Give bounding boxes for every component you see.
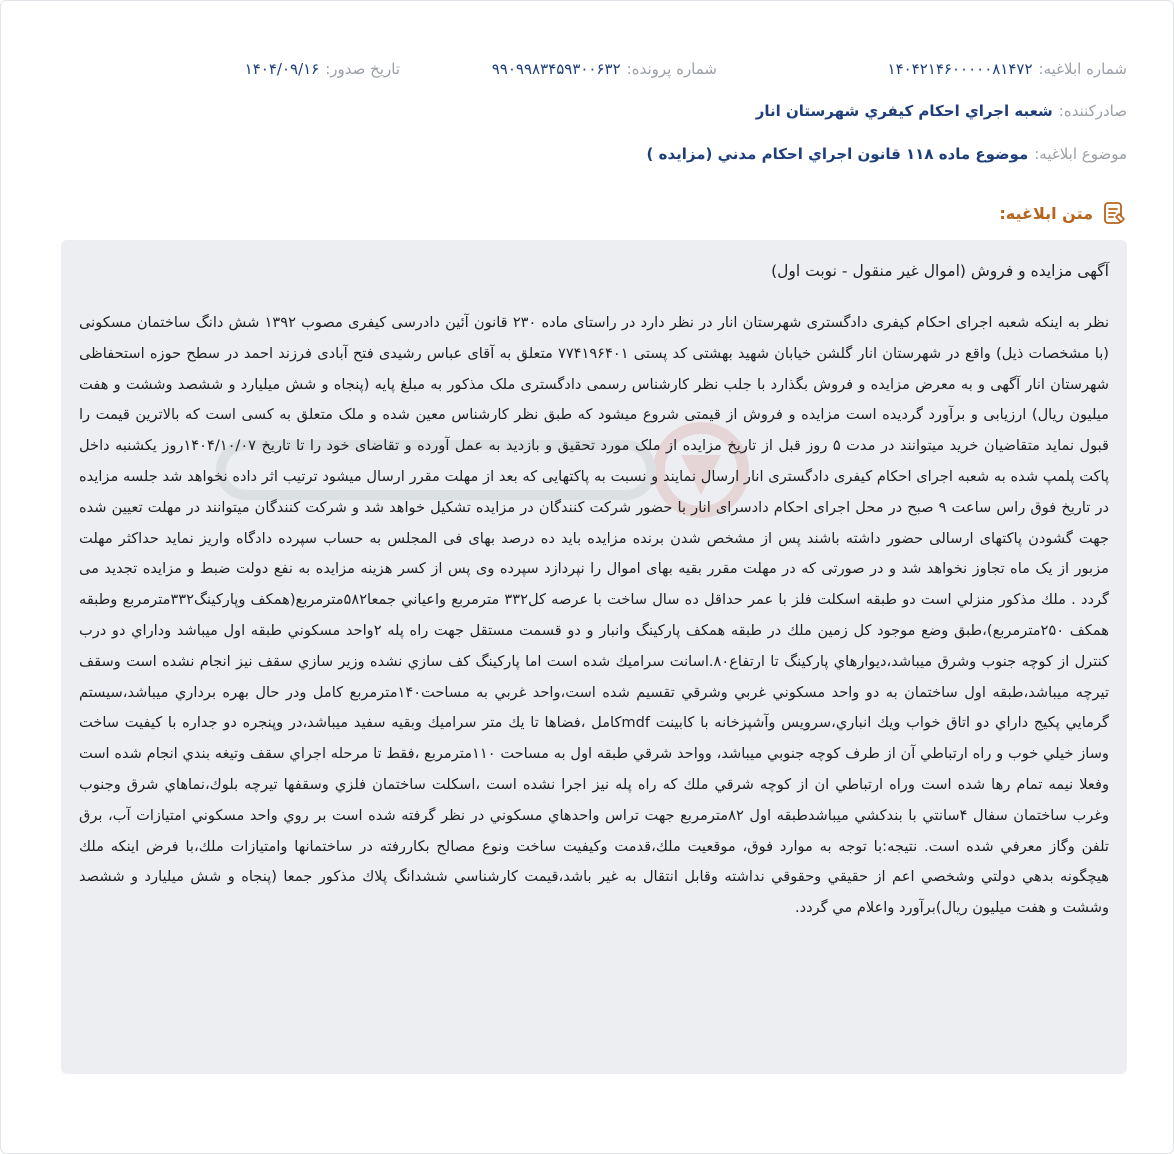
notice-text-title: متن ابلاغیه: — [999, 203, 1093, 223]
notice-content-box — [61, 240, 1127, 1074]
issuer-row — [47, 97, 1127, 125]
subject-label: موضوع ابلاغیه: — [1034, 145, 1127, 163]
notice-body: نظر به اینکه شعبه اجرای احکام کیفری دادگستری شهرستان انار در نظر دارد در راستای ماده ۲۳۰ قانون آئین دادرسی کیفری مصوب ۱۳۹۲ شش دانگ ساختمان مسکونی (با مشخصات ذیل) واقع در شهرستان انار گلشن خیابان شهید بهشتی کد پستی ۷۷۴۱۹۶۴۰۱ متعلق به آقای عباس رشیدی فتح آبادی فرزند احمد در سطح حوزه استحفاظی شهرستان انار آگهی و به معرض مزایده و فروش بگذارد با جلب نظر کارشناس رسمی دادگستری ملک مذکور به مبلغ پایه (پنجاه و شش میلیارد و ششصد وششت و هفت میلیون ریال) ارزیابی و برآورد گردیده است مزایده و فروش از قیمتی شروع میشود که طبق نظر کارشناس معین شده و ملک متعلق به کسی است که بالاترین قیمت را قبول نماید متقاضیان خرید میتوانند در مدت ۵ روز قبل از تاریخ مزایده از ملک مورد تحقیق و بازدید به عمل آورده و تقاضای خود را تا تاریخ ۱۴۰۴/۱۰/۰۷روز یکشنبه داخل پاکت پلمپ شده به شعبه اجرای احکام کیفری دادگستری انار ارسال نمایند و نسبت به پاکتهایی که بعد از مهلت مقرر ارسال میشود ترتیب اثر داده نخواهد شد جلسه مزایده در تاریخ فوق راس ساعت ۹ صبح در محل اجرای احکام دادسرای انار با حضور شرکت کنندگان در مزایده تشکیل خواهد شد و شرکت کنندگان میتوانند در مهلت تعیین شده جهت گشودن پاکتهای ارسالی حضور داشته باشند پس از مشخص شدن برنده مزایده باید ده درصد بهای فی المجلس به حساب سپرده دادگاه واریز نماید حداکثر مهلت مزبور از یک ماه تجاوز نخواهد شد و در صورتی که در مهلت مقرر بقیه بهای اموال را نپردازد سپرده وی پس از کسر هزینه مزایده به نفع دولت ضبط و مزایده تجدید می گردد . ملك مذكور منزلي است دو طبقه اسكلت فلز با عمر حداقل ده سال ساخت با عرصه كل۳۳۲ مترمربع واعياني جمعا۵۸۲مترمربع(همكف وپاركينگ۳۳۲مترمربع وطبقه همكف ۲۵۰مترمربع)،طبق وضع موجود كل زمين ملك در طبقه همكف پاركينگ وانبار و دو قسمت مستقل جهت راه پله ۲واحد مسكوني طبقه اول ميباشد وداراي دو درب كنترل از كوچه جنوب وشرق ميباشد،ديوارهاي پاركينگ تا ارتفاع۸۰.اسانت سراميك شده است اما پاركينگ كف سازي نشده وزير سازي سقف نيز انجام نشده است وسقف تيرچه ميباشد،طبقه اول ساختمان به دو واحد مسكوني غربي وشرقي تقسيم شده است،واحد غربي به مساحت۱۴۰مترمربع كامل ودر حال بهره برداري ميباشد،سيستم گرمايي پكيج داراي دو اتاق خواب ويك انباري،سرويس وآشپزخانه با كابينت mdfكامل ،فضاها تا يك متر سراميك وبقيه سفيد ميباشد،در وپنجره دو جداره با كيفيت ساخت وساز خيلي خوب و راه ارتباطي آن از طرف كوچه جنوبي ميباشد، وواحد شرقي طبقه اول به مساحت ۱۱۰مترمربع ،فقط تا مرحله اجراي سقف وتيغه بندي انجام شده است وفعلا نيمه تمام رها شده است وراه ارتباطي ان از كوچه شرقي ملك كه راه پله نيز اجرا نشده است ،اسكلت ساختمان فلزي وسقفها تيرچه بلوك،نماهاي شرق وجنوب وغرب ساختمان سفال ۴سانتي با بندكشي ميباشدطبقه اول ۸۲مترمربع جهت تراس واحدهاي مسكوني در نظر گرفته شده است بر روي واحد مسكوني امتيازات آب، برق تلفن وگاز معرفي شده است. نتيجه:با توجه به موارد فوق، موقعيت ملك،قدمت وكيفيت ساخت ونوع مصالح بكاررفته در ساختمانها وامتيازات ملك،با فرض اينكه ملك هيچگونه بدهي دولتي وشخصي اعم از حقيقي وحقوقي نداشته وقابل انتقال به غير باشد،قيمت كارشناسي ششدانگ پلاك مذكور جمعا (پنجاه و شش میلیارد و ششصد وششت و هفت میلیون ریال)برآورد واعلام مي گردد. — [79, 314, 1110, 917]
notice-meta-row — [47, 55, 1127, 83]
issue-date-value: ۱۴۰۴/۰۹/۱۶ — [244, 60, 320, 78]
subject-row — [47, 140, 1127, 168]
case-number — [492, 55, 717, 83]
notice-number-value: ۱۴۰۴۲۱۴۶۰۰۰۰۰۸۱۴۷۲ — [887, 60, 1033, 78]
notice-heading: آگهی مزایده و فروش (اموال غیر منقول - نوبت اول) — [771, 262, 1109, 280]
issuer-label: صادرکننده: — [1058, 102, 1127, 120]
case-number-value: ۹۹۰۹۹۸۳۴۵۹۳۰۰۶۳۲ — [491, 60, 621, 78]
issuer-value: شعبه اجراي احكام كيفري شهرستان انار — [755, 102, 1053, 120]
notice-text-header — [999, 200, 1127, 226]
notice-number-label: شماره ابلاغیه: — [1038, 60, 1127, 78]
issue-date — [245, 55, 400, 83]
document-text-icon — [1101, 200, 1127, 226]
issue-date-label: تاریخ صدور: — [325, 60, 400, 78]
notice-number — [888, 55, 1127, 83]
case-number-label: شماره پرونده: — [626, 60, 717, 78]
subject-value: موضوع ماده ۱۱۸ قانون اجراي احكام مدني (مزايده ) — [646, 145, 1029, 163]
